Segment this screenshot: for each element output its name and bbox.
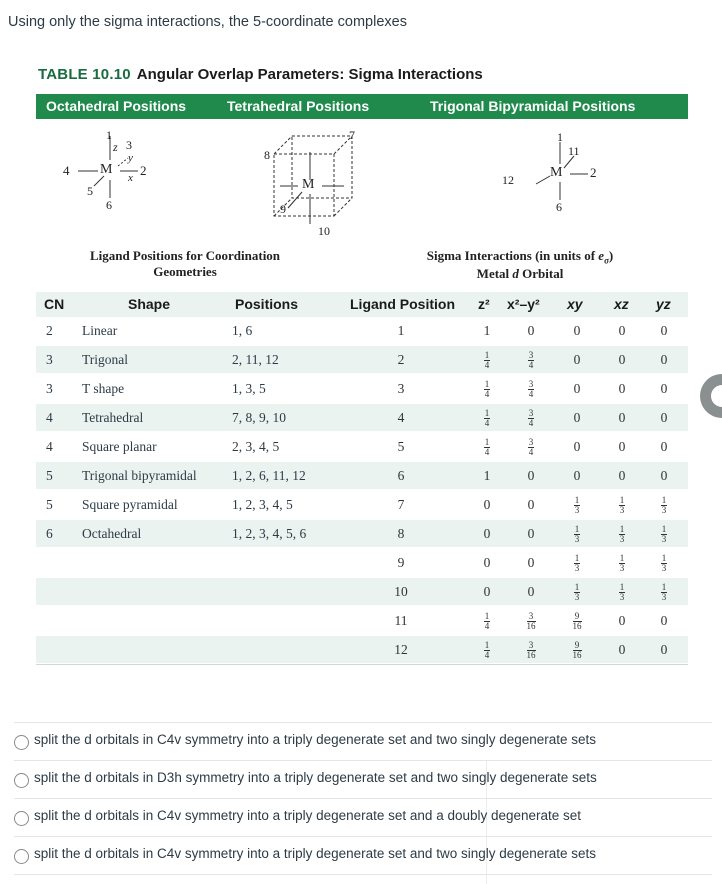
- sigma-caption-line2: Metal d Orbital: [476, 265, 564, 281]
- oct-pos-4: 4: [63, 163, 70, 178]
- col-x2y2: x²–y²: [507, 296, 540, 312]
- cell-cn: 3: [46, 381, 53, 396]
- cell-shape: Trigonal bipyramidal: [82, 468, 197, 483]
- oct-pos-1: 1: [106, 128, 112, 142]
- cell-xz: 0: [618, 642, 626, 657]
- answer-option[interactable]: [14, 761, 712, 799]
- answer-option[interactable]: [14, 799, 712, 837]
- tet-pos-9: 9: [280, 202, 286, 216]
- cell-positions: 2, 3, 4, 5: [232, 439, 280, 454]
- question-text: Using only the sigma interactions, the 5-coordinate complexes: [8, 14, 407, 30]
- cell-ligand-position: 12: [394, 642, 408, 657]
- cell-xz: $\frac{1}{3}$: [619, 495, 625, 516]
- cell-z2: 0: [483, 584, 491, 599]
- cell-cn: 6: [46, 526, 53, 541]
- oct-center-m: M: [100, 162, 113, 177]
- cell-shape: Trigonal: [82, 352, 129, 367]
- table-row: [36, 636, 688, 663]
- cell-yz: 0: [660, 381, 668, 396]
- col-cn: CN: [44, 296, 65, 312]
- cell-positions: 1, 6: [232, 323, 253, 338]
- col-shape: Shape: [128, 296, 171, 312]
- cell-ligand-position: 10: [394, 584, 408, 599]
- cell-cn: 5: [46, 497, 53, 512]
- axis-z-label: z: [113, 140, 118, 154]
- cell-ligand-position: 7: [397, 497, 405, 512]
- tbp-pos-1: 1: [557, 130, 563, 144]
- cell-positions: 1, 2, 6, 11, 12: [232, 468, 306, 483]
- col-yz: yz: [656, 296, 671, 312]
- cell-shape: Tetrahedral: [82, 410, 144, 425]
- cell-xy: $\frac{9}{16}$: [572, 611, 582, 632]
- sigma-caption-e: e: [598, 248, 605, 263]
- cell-shape: Linear: [82, 323, 118, 338]
- octahedral-diagram: [60, 128, 160, 218]
- cell-x2y2: 0: [527, 497, 535, 512]
- oct-pos-6: 6: [106, 198, 112, 212]
- radio-button[interactable]: [14, 811, 29, 826]
- radio-button[interactable]: [14, 773, 29, 788]
- cell-shape: T shape: [82, 381, 125, 396]
- sigma-interactions-caption: [390, 248, 650, 282]
- radio-button[interactable]: [14, 849, 29, 864]
- cell-x2y2: $\frac{3}{16}$: [526, 611, 536, 632]
- cell-x2y2: 0: [527, 584, 535, 599]
- cell-xz: $\frac{1}{3}$: [619, 524, 625, 545]
- cell-positions: 1, 2, 3, 4, 5: [232, 497, 293, 512]
- cell-yz: 0: [660, 642, 668, 657]
- cell-ligand-position: 2: [397, 352, 405, 367]
- table-header-bar: [36, 94, 688, 119]
- cell-xy: 0: [573, 381, 581, 396]
- cell-xz: 0: [618, 381, 626, 396]
- cell-z2: $\frac{1}{4}$: [484, 611, 490, 632]
- tbp-pos-6: 6: [556, 200, 562, 214]
- col-ligand-position: Ligand Position: [350, 296, 455, 312]
- oct-pos-3: 3: [126, 138, 132, 152]
- cell-xz: 0: [618, 410, 626, 425]
- tbp-center-m: M: [550, 165, 563, 180]
- answer-option-label: split the d orbitals in D3h symmetry into a triply degenerate set and two singly degenerate sets: [34, 770, 597, 785]
- cell-x2y2: 0: [527, 555, 535, 570]
- tbp-pos-12: 12: [502, 173, 514, 187]
- answer-option-label: split the d orbitals in C4v symmetry into a triply degenerate set and two singly degenerate sets: [34, 846, 597, 861]
- tbp-axes: [508, 128, 618, 218]
- cell-xz: 0: [618, 323, 626, 338]
- table-bottom-rule: [36, 664, 688, 665]
- oct-pos-5: 5: [87, 184, 93, 198]
- tbp-diagram: [502, 128, 618, 218]
- oct-pos-2: 2: [140, 163, 147, 178]
- cell-z2: 0: [483, 555, 491, 570]
- table-title-text: Angular Overlap Parameters: Sigma Interactions: [136, 66, 483, 83]
- cell-xy: 0: [573, 352, 581, 367]
- cell-positions: 1, 2, 3, 4, 5, 6: [232, 526, 307, 541]
- cell-xy: $\frac{1}{3}$: [574, 524, 580, 545]
- sigma-caption-suffix: ): [608, 248, 614, 263]
- cell-yz: $\frac{1}{3}$: [661, 582, 667, 603]
- resize-handle-inner: [711, 385, 722, 407]
- cell-cn: 4: [46, 410, 53, 425]
- cell-x2y2: $\frac{3}{4}$: [528, 379, 534, 400]
- cell-positions: 7, 8, 9, 10: [232, 410, 286, 425]
- cell-xy: 0: [573, 439, 581, 454]
- cell-x2y2: $\frac{3}{4}$: [528, 350, 534, 371]
- col-z2: z²: [478, 296, 490, 312]
- col-positions: Positions: [235, 296, 299, 312]
- col-xy: xy: [567, 296, 583, 312]
- cell-ligand-position: 9: [397, 555, 405, 570]
- resize-handle[interactable]: [700, 374, 722, 418]
- cell-ligand-position: 8: [397, 526, 405, 541]
- cell-shape: Square planar: [82, 439, 157, 454]
- sigma-caption-line1: [390, 248, 650, 266]
- sigma-caption-prefix: Sigma Interactions (in units of: [426, 248, 599, 263]
- ligand-caption-line1: Ligand Positions for Coordination: [89, 248, 281, 263]
- cell-z2: 0: [483, 526, 491, 541]
- cell-z2: $\frac{1}{4}$: [484, 350, 490, 371]
- table-row: [36, 404, 688, 431]
- cell-yz: $\frac{1}{3}$: [661, 495, 667, 516]
- cell-x2y2: $\frac{3}{16}$: [526, 640, 536, 661]
- cell-z2: 0: [483, 497, 491, 512]
- answer-option[interactable]: [14, 837, 712, 875]
- cell-xy: 0: [573, 468, 581, 483]
- cell-z2: 1: [483, 468, 491, 483]
- tetrahedral-cube: [240, 128, 360, 246]
- cell-x2y2: 0: [527, 526, 535, 541]
- radio-button[interactable]: [14, 735, 29, 750]
- tet-pos-8: 8: [264, 148, 270, 162]
- cell-ligand-position: 3: [397, 381, 405, 396]
- cell-shape: Octahedral: [82, 526, 142, 541]
- cell-yz: 0: [660, 352, 668, 367]
- table-row: [36, 375, 688, 402]
- cell-x2y2: 0: [527, 468, 535, 483]
- table-number: TABLE 10.10: [38, 66, 131, 83]
- cell-yz: 0: [660, 323, 668, 338]
- ligand-positions-caption: [60, 248, 310, 280]
- col-xz: xz: [614, 296, 629, 312]
- table-row: [36, 549, 688, 576]
- table-row: [36, 520, 688, 547]
- table-row: [36, 317, 688, 344]
- cell-xz: 0: [618, 439, 626, 454]
- tet-pos-7: 7: [349, 128, 355, 142]
- cell-xz: 0: [618, 613, 626, 628]
- table-row: [36, 433, 688, 460]
- cell-yz: 0: [660, 410, 668, 425]
- cell-z2: $\frac{1}{4}$: [484, 408, 490, 429]
- tbp-pos-2: 2: [590, 165, 597, 180]
- cell-yz: 0: [660, 439, 668, 454]
- answer-option[interactable]: [14, 723, 712, 761]
- tetrahedral-diagram: [240, 128, 360, 246]
- cell-z2: $\frac{1}{4}$: [484, 379, 490, 400]
- cell-xy: 0: [573, 410, 581, 425]
- ligand-caption-line2: Geometries: [153, 264, 217, 279]
- table-title: [38, 66, 483, 83]
- header-tbp: Trigonal Bipyramidal Positions: [430, 98, 636, 114]
- cell-z2: $\frac{1}{4}$: [484, 640, 490, 661]
- cell-xz: $\frac{1}{3}$: [619, 582, 625, 603]
- cell-ligand-position: 4: [397, 410, 405, 425]
- cell-yz: 0: [660, 613, 668, 628]
- cell-xz: 0: [618, 352, 626, 367]
- cell-z2: $\frac{1}{4}$: [484, 437, 490, 458]
- cell-xz: $\frac{1}{3}$: [619, 553, 625, 574]
- cell-cn: 3: [46, 352, 53, 367]
- cell-yz: $\frac{1}{3}$: [661, 553, 667, 574]
- axis-y-label: y: [128, 152, 133, 164]
- answer-option-label: split the d orbitals in C4v symmetry into a triply degenerate set and a doubly degenerate set: [34, 808, 582, 823]
- cell-cn: 5: [46, 468, 53, 483]
- table-row: [36, 346, 688, 373]
- header-tetrahedral: Tetrahedral Positions: [227, 98, 370, 114]
- cell-cn: 4: [46, 439, 53, 454]
- cell-ligand-position: 11: [394, 613, 408, 628]
- cell-xz: 0: [618, 468, 626, 483]
- cell-z2: 1: [483, 323, 491, 338]
- table-row: [36, 462, 688, 489]
- cell-xy: $\frac{1}{3}$: [574, 582, 580, 603]
- cell-yz: 0: [660, 468, 668, 483]
- tet-pos-10: 10: [318, 224, 330, 238]
- tet-center-m: M: [302, 177, 315, 192]
- cell-x2y2: $\frac{3}{4}$: [528, 437, 534, 458]
- table-row: [36, 491, 688, 518]
- cell-shape: Square pyramidal: [82, 497, 178, 512]
- sigma-caption-sub: σ: [604, 255, 609, 266]
- cell-ligand-position: 6: [397, 468, 405, 483]
- axis-x-label: x: [128, 172, 133, 184]
- cell-yz: $\frac{1}{3}$: [661, 524, 667, 545]
- table-row: [36, 607, 688, 634]
- column-header-row: [36, 292, 688, 317]
- cell-xy: $\frac{9}{16}$: [572, 640, 582, 661]
- cell-xy: $\frac{1}{3}$: [574, 553, 580, 574]
- cell-xy: $\frac{1}{3}$: [574, 495, 580, 516]
- cell-cn: 2: [46, 323, 53, 338]
- cell-positions: 1, 3, 5: [232, 381, 266, 396]
- answer-option-label: split the d orbitals in C4v symmetry into a triply degenerate set and two singly degenerate sets: [34, 732, 597, 747]
- table-row: [36, 578, 688, 605]
- cell-positions: 2, 11, 12: [232, 352, 279, 367]
- header-octahedral: Octahedral Positions: [46, 98, 187, 114]
- cell-xy: 0: [573, 323, 581, 338]
- cell-ligand-position: 5: [397, 439, 405, 454]
- cell-x2y2: $\frac{3}{4}$: [528, 408, 534, 429]
- cell-ligand-position: 1: [397, 323, 405, 338]
- cell-x2y2: 0: [527, 323, 535, 338]
- tbp-pos-11: 11: [568, 144, 580, 158]
